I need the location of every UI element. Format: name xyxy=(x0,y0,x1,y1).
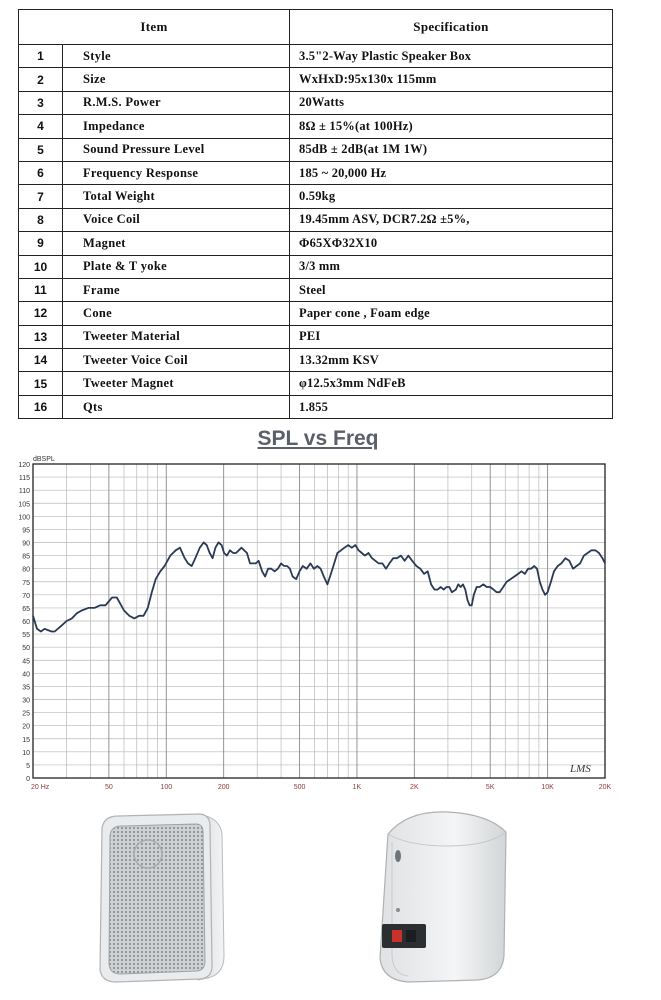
table-header-row xyxy=(19,10,613,45)
table-row xyxy=(19,138,613,161)
row-number: 8 xyxy=(19,208,63,231)
x-tick-label: 2K xyxy=(410,784,419,791)
row-spec: Steel xyxy=(290,278,613,301)
row-spec: 19.45mm ASV, DCR7.2Ω ±5%, xyxy=(290,208,613,231)
speaker-front-image xyxy=(88,806,238,986)
row-item: Impedance xyxy=(63,115,290,138)
row-number: 16 xyxy=(19,395,63,418)
spl-vs-freq-chart xyxy=(0,450,661,795)
row-number: 12 xyxy=(19,302,63,325)
table-row xyxy=(19,349,613,372)
y-tick-label: 110 xyxy=(18,488,30,496)
table-row xyxy=(19,115,613,138)
y-tick-label: 60 xyxy=(22,619,30,626)
row-number: 4 xyxy=(19,115,63,138)
y-tick-label: 35 xyxy=(22,684,30,692)
x-tick-label: 1K xyxy=(352,784,362,791)
row-number: 10 xyxy=(19,255,63,278)
row-item: Style xyxy=(63,45,290,68)
y-tick-label: 100 xyxy=(18,514,30,522)
table-row xyxy=(19,302,613,325)
row-spec: WxHxD:95x130x 115mm xyxy=(290,68,613,91)
x-tick-label: 200 xyxy=(217,784,230,791)
row-spec: 3.5"2-Way Plastic Speaker Box xyxy=(290,45,613,68)
y-tick-label: 80 xyxy=(22,566,30,574)
x-tick-label: 50 xyxy=(104,784,113,791)
table-row xyxy=(19,68,613,91)
y-tick-label: 25 xyxy=(22,710,30,718)
row-number: 5 xyxy=(19,138,63,161)
spec-table xyxy=(18,9,613,419)
row-item: Frequency Response xyxy=(63,161,290,184)
x-tick-label: 500 xyxy=(293,784,306,791)
table-row xyxy=(19,372,613,395)
table-row xyxy=(19,395,613,418)
row-number: 1 xyxy=(19,45,63,68)
row-number: 14 xyxy=(19,349,63,372)
y-tick-label: 50 xyxy=(22,645,30,653)
row-item: Tweeter Material xyxy=(63,325,290,348)
table-row xyxy=(19,91,613,114)
y-axis-label: dBSPL xyxy=(33,456,55,463)
x-tick-label: 5K xyxy=(485,784,495,791)
row-number: 7 xyxy=(19,185,63,208)
row-number: 2 xyxy=(19,68,63,91)
y-tick-label: 10 xyxy=(22,749,30,757)
chart-title: SPL vs Freq xyxy=(257,427,379,450)
row-item: Magnet xyxy=(63,232,290,255)
row-item: Sound Pressure Level xyxy=(63,138,290,161)
row-number: 9 xyxy=(19,232,63,255)
row-spec: 20Watts xyxy=(290,91,613,114)
y-tick-label: 40 xyxy=(22,671,30,679)
row-spec: Φ65XΦ32X10 xyxy=(290,232,613,255)
y-tick-label: 75 xyxy=(22,579,30,587)
table-row xyxy=(19,255,613,278)
y-tick-label: 95 xyxy=(22,527,30,535)
row-item: Total Weight xyxy=(63,185,290,208)
row-item: Tweeter Voice Coil xyxy=(63,349,290,372)
table-row xyxy=(19,185,613,208)
table-row xyxy=(19,161,613,184)
y-tick-label: 55 xyxy=(22,632,30,640)
header-specification: Specification xyxy=(290,10,613,45)
row-item: Voice Coil xyxy=(63,208,290,231)
row-item: Plate & T yoke xyxy=(63,255,290,278)
y-tick-label: 65 xyxy=(22,605,30,613)
x-tick-label: 10K xyxy=(541,784,554,791)
table-row xyxy=(19,45,613,68)
y-tick-label: 90 xyxy=(22,540,30,548)
table-row xyxy=(19,208,613,231)
y-tick-label: 85 xyxy=(22,553,30,561)
y-tick-label: 20 xyxy=(22,723,30,731)
y-tick-label: 115 xyxy=(18,475,30,483)
row-spec: 13.32mm KSV xyxy=(290,349,613,372)
row-number: 15 xyxy=(19,372,63,395)
row-spec: 3/3 mm xyxy=(290,255,613,278)
x-tick-label: 20K xyxy=(598,784,612,791)
x-tick-label: 20 Hz xyxy=(31,784,50,791)
row-spec: φ12.5x3mm NdFeB xyxy=(290,372,613,395)
y-tick-label: 120 xyxy=(18,462,30,469)
row-item: Size xyxy=(63,68,290,91)
row-spec: PEI xyxy=(290,325,613,348)
row-spec: 85dB ± 2dB(at 1M 1W) xyxy=(290,138,613,161)
row-item: Frame xyxy=(63,278,290,301)
x-tick-label: 100 xyxy=(160,784,173,791)
row-spec: 185 ~ 20,000 Hz xyxy=(290,161,613,184)
table-row xyxy=(19,232,613,255)
row-number: 3 xyxy=(19,91,63,114)
y-tick-label: 70 xyxy=(22,592,30,600)
table-row xyxy=(19,325,613,348)
header-item: Item xyxy=(19,10,290,45)
row-spec: Paper cone , Foam edge xyxy=(290,302,613,325)
row-item: R.M.S. Power xyxy=(63,91,290,114)
row-item: Cone xyxy=(63,302,290,325)
y-tick-label: 5 xyxy=(26,762,30,770)
row-spec: 0.59kg xyxy=(290,185,613,208)
row-spec: 1.855 xyxy=(290,395,613,418)
row-spec: 8Ω ± 15%(at 100Hz) xyxy=(290,115,613,138)
row-number: 13 xyxy=(19,325,63,348)
row-number: 11 xyxy=(19,278,63,301)
table-row xyxy=(19,278,613,301)
row-item: Tweeter Magnet xyxy=(63,372,290,395)
lms-watermark: LMS xyxy=(570,763,591,775)
row-item: Qts xyxy=(63,395,290,418)
speaker-back-image xyxy=(368,806,518,986)
y-tick-label: 0 xyxy=(26,776,30,783)
y-tick-label: 105 xyxy=(18,501,30,509)
y-tick-label: 15 xyxy=(22,736,30,744)
row-number: 6 xyxy=(19,161,63,184)
spec-table-body xyxy=(19,45,613,419)
y-tick-label: 30 xyxy=(22,697,30,705)
y-tick-label: 45 xyxy=(22,658,30,666)
